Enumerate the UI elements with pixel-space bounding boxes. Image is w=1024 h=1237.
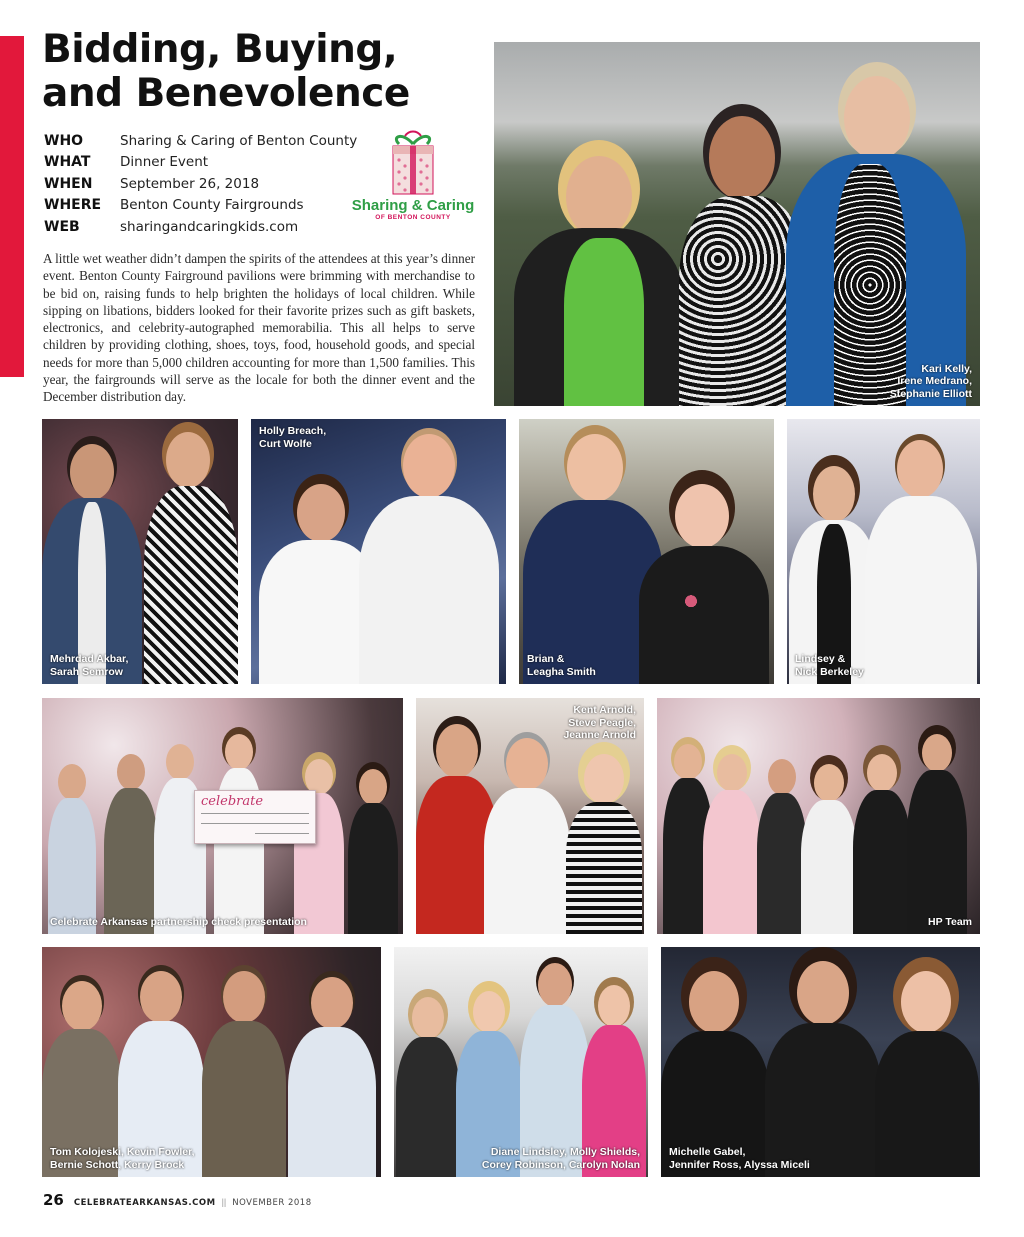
fact-value: September 26, 2018	[120, 175, 260, 192]
footer-issue: NOVEMBER 2018	[232, 1198, 312, 1208]
photo-lindsey-nick-berkeley	[787, 419, 980, 684]
photo-caption: Celebrate Arkansas partnership check presentation	[50, 915, 307, 928]
fact-when	[44, 173, 374, 195]
fact-value: Benton County Fairgrounds	[120, 197, 304, 214]
photo-check-presentation	[42, 698, 403, 934]
article-title: Bidding, Buying, and Benevolence	[42, 27, 410, 116]
fact-label: WHAT	[44, 154, 91, 171]
sharing-caring-logo	[348, 130, 478, 230]
photo-akbar-semrow	[42, 419, 238, 684]
photo-arnold-peagle-arnold	[416, 698, 644, 934]
footer-site: CELEBRATEARKANSAS.COM	[73, 1198, 216, 1208]
photo-kolojeski-fowler-schott-brock	[42, 947, 381, 1177]
photo-brian-leagha-smith	[519, 419, 774, 684]
check-logo-text: celebrate	[201, 794, 264, 809]
footer-separator: ||	[221, 1197, 227, 1207]
logo-name: Sharing & Caring	[351, 197, 475, 214]
presentation-check	[194, 790, 316, 844]
fact-value: Dinner Event	[120, 154, 209, 171]
photo-caption: Diane Lindsley, Molly Shields, Corey Robinson, Carolyn Nolan	[481, 1146, 640, 1171]
article-body: A little wet weather didn’t dampen the spirits of the attendees at this year’s dinner event. Benton County Fairground pavilions were brimming with merchandise to be bid on, raising funds to help brighten the holidays of local children. While sipping on libations, bidders looked for their favorite prizes such as gift baskets, electronics, and celebrity-autographed memorabilia. This all helps to serve children by providing clothing, shoes, toys, food, household goods, and special needs for more than 5,000 children accounting for more than 1,500 families. This year, the fairgrounds will serve as the locale for both the dinner event and the December distribution day.	[43, 251, 475, 405]
photo-breach-wolfe	[251, 419, 506, 684]
photo-caption: Kari Kelly, Irene Medrano, Stephanie Elliott	[889, 362, 972, 400]
page-number: 26	[43, 1191, 64, 1209]
fact-where	[44, 195, 374, 217]
photo-caption: Tom Kolojeski, Kevin Fowler, Bernie Schott, Kerry Brock	[50, 1146, 195, 1171]
photo-caption: Mehrdad Akbar, Sarah Semrow	[50, 653, 129, 678]
fact-label: WEB	[44, 218, 80, 235]
photo-caption: HP Team	[928, 915, 972, 928]
photo-caption: Holly Breach, Curt Wolfe	[259, 425, 327, 450]
fact-who	[44, 130, 374, 152]
accent-bar	[0, 36, 24, 377]
gift-box-icon	[385, 130, 441, 196]
photo-hp-team	[657, 698, 980, 934]
logo-subtitle: OF BENTON COUNTY	[375, 214, 451, 221]
photo-caption: Kent Arnold, Steve Peagle, Jeanne Arnold	[563, 704, 636, 741]
fact-label: WHEN	[44, 175, 93, 192]
page-footer	[43, 1191, 312, 1209]
fact-web	[44, 216, 374, 238]
photo-gabel-ross-miceli	[661, 947, 980, 1177]
photo-caption: Lindsey & Nick Berkeley	[795, 653, 864, 678]
event-facts	[44, 130, 374, 238]
fact-label: WHO	[44, 132, 84, 149]
fact-what	[44, 152, 374, 174]
fact-label: WHERE	[44, 197, 102, 214]
fact-value: sharingandcaringkids.com	[120, 218, 299, 235]
photo-kelly-medrano-elliott	[494, 42, 980, 406]
photo-lindsley-shields-robinson-nolan	[394, 947, 648, 1177]
photo-caption: Brian & Leagha Smith	[527, 653, 596, 678]
fact-value: Sharing & Caring of Benton County	[120, 132, 358, 149]
photo-caption: Michelle Gabel, Jennifer Ross, Alyssa Miceli	[669, 1146, 810, 1171]
